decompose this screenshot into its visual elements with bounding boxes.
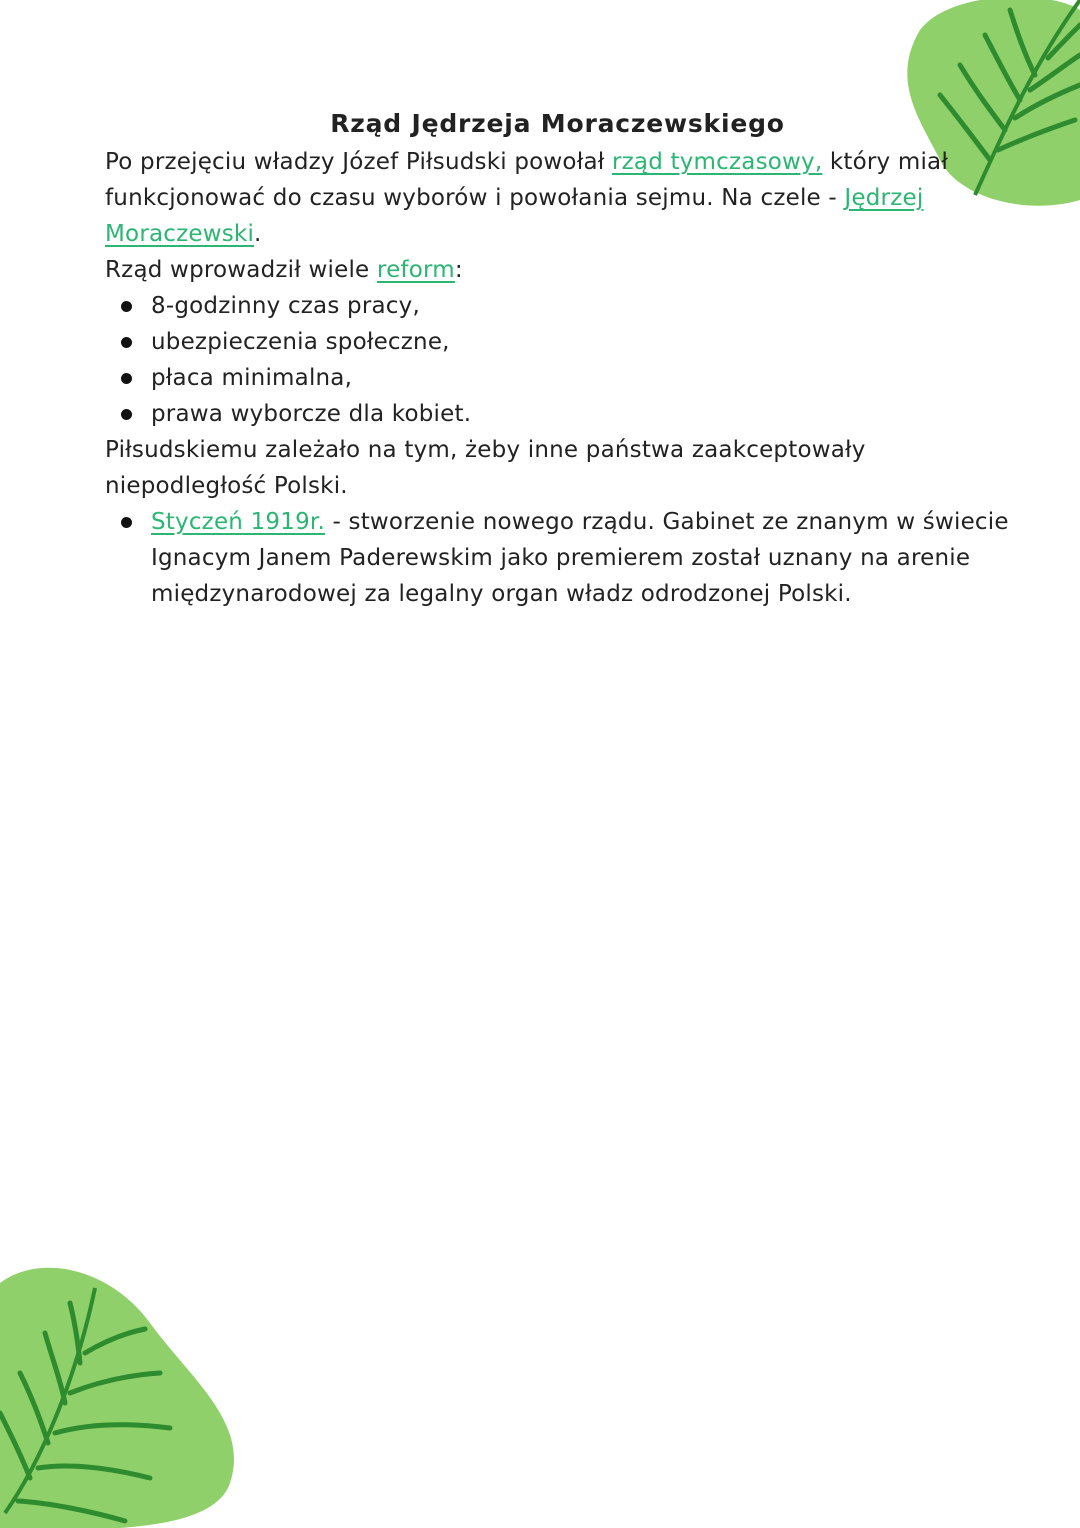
page-title: Rząd Jędrzeja Moraczewskiego [330, 109, 785, 138]
list-item: ubezpieczenia społeczne, [119, 324, 1010, 360]
note-sheet [105, 104, 1010, 612]
reforms-intro-text: Rząd wprowadził wiele [105, 257, 377, 283]
intro-paragraph [105, 144, 1010, 252]
highlight-moraczewski: Jędrzej Moraczewski [105, 185, 924, 247]
palm-leaf-decoration-bottom [0, 1263, 240, 1528]
highlight-event-date: Styczeń 1919r. [151, 509, 325, 535]
highlight-provisional-government: rząd tymczasowy, [611, 149, 823, 175]
list-item: płaca minimalna, [119, 360, 1010, 396]
independence-paragraph: Piłsudskiemu zależało na tym, żeby inne państwa zaakceptowały niepodległość Polski. [105, 437, 866, 499]
reforms-paragraph [105, 252, 1010, 288]
list-item: prawa wyborcze dla kobiet. [119, 396, 1010, 432]
intro-text-end: . [254, 221, 262, 247]
reforms-list [105, 288, 1010, 432]
intro-text-middle: który miał funkcjonować do czasu wyborów i powołania sejmu. Na czele - [105, 149, 949, 211]
intro-text: Po przejęciu władzy Józef Piłsudski powołał [105, 149, 612, 175]
reforms-intro-end: : [454, 257, 463, 283]
list-item: 8-godzinny czas pracy, [119, 288, 1010, 324]
event-text: - stworzenie nowego rządu. Gabinet ze znanym w świecie Ignacym Janem Paderewskim jako premierem został uznany na arenie międzynarodowej za legalny organ władz odrodzonej Polski. [151, 509, 1009, 607]
events-list [105, 504, 1010, 612]
list-item [119, 504, 1010, 612]
highlight-reforms: reform [376, 257, 455, 283]
